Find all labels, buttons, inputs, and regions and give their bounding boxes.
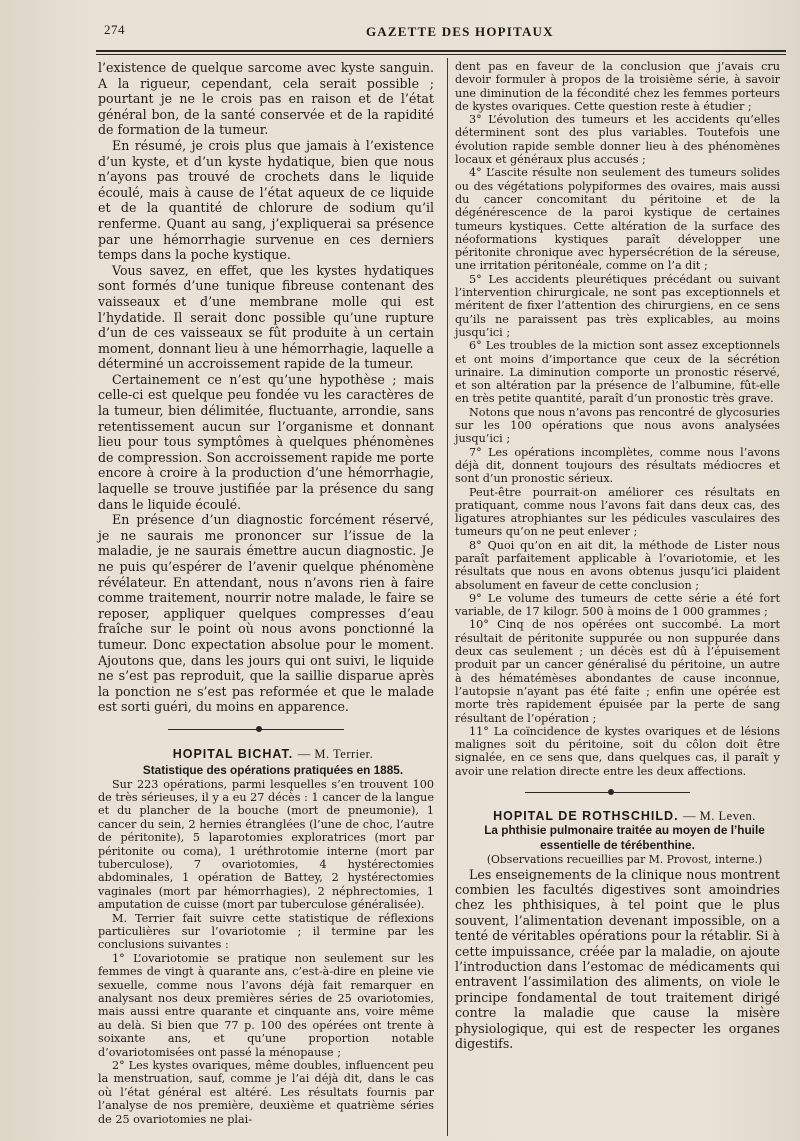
ornament-dot <box>256 726 262 732</box>
section-author: — M. Leven. <box>683 809 756 824</box>
paragraph: 10° Cinq de nos opérées ont succombé. La mort résultait de péritonite suppurée ou non suppurée dans deux cas seulement ; un décès est dû à l’épuisement produit par un cancer généralisé du péritoine, un autre à des hématémèses abondantes de cause inconnue, l’autopsie n’ayant pas été faite ; enfin une opérée est morte très rapidement épuisée par la perte de sang résultant de l’opération ; <box>455 618 780 725</box>
paragraph: 7° Les opérations incomplètes, comme nous l’avons déjà dit, donnent toujours des résultats médiocres et sont d’un pronostic sérieux. <box>455 445 780 486</box>
section-title <box>455 810 780 823</box>
section-subtitle: La phthisie pulmonaire traitée au moyen de l’huile essentielle de térébenthine. <box>484 823 765 853</box>
observation-note: (Observations recueillies par M. Provost, interne.) <box>486 853 763 867</box>
paragraph: 4° L’ascite résulte non seulement des tumeurs solides ou des végétations polypiformes des ovaires, mais aussi du cancer concomitant du péritoine et de la dégénérescence de la paroi kystique de certaines tumeurs kystiques. Cette altération de la surface des néoformations kystiques paraît développer une péritonite chronique avec hypersécrétion de la séreuse, une irritation péritonéale, comme on l’a dit ; <box>455 166 780 273</box>
paragraph: Certainement ce n’est qu’une hypothèse ; mais celle-ci est quelque peu fondée vu les caractères de la tumeur, bien délimitée, fluctuante, arrondie, sans retentissement aucun sur l’organisme et donnant lieu pour tous symptômes à quelques phénomènes de compression. Son accroissement rapide me porte encore à croire à la production d’une hémorrhagie, laquelle se trouve justifiée par la présence du sang dans le liquide écoulé. <box>98 371 434 512</box>
section-subtitle: Statistique des opérations pratiquées en 1885. <box>142 762 404 777</box>
paragraph: 11° La coïncidence de kystes ovariques et de lésions malignes soit du péritoine, soit du côlon doit être signalée, en ce sens que, dans quelques cas, il paraît y avoir une relation directe entre les deux affections. <box>455 724 780 778</box>
paragraph: Peut-être pourrait-on améliorer ces résultats en pratiquant, comme nous l’avons fait dans deux cas, des ligatures atrophiantes sur les pédicules vasculaires des tumeurs qu’on ne peut enlever ; <box>455 485 780 539</box>
paragraph: dent pas en faveur de la conclusion que j’avais cru devoir formuler à propos de la troisième série, à savoir une diminution de la fécondité chez les femmes porteurs de kystes ovariques. Cette question reste à étudier ; <box>455 60 780 113</box>
paragraph: 1° L’ovariotomie se pratique non seulement sur les femmes de vingt à quarante ans, c’est-à-dire en pleine vie sexuelle, comme nous l’avons déjà fait remarquer en analysant nos deux premières séries de 25 ovariotomies, mais aussi entre quarante et cinquante ans, voire même au delà. Si bien que 77 p. 100 des opérées ont trente à soixante ans, et qu’une proportion notable d’ovariotomisées ont passé la ménopause ; <box>98 951 434 1059</box>
ornament-dot <box>608 789 614 795</box>
paragraph: Notons que nous n’avons pas rencontré de glycosuries sur les 100 opérations que nous avons analysées jusqu’ici ; <box>455 405 780 446</box>
paragraph: 2° Les kystes ovariques, même doubles, influencent peu la menstruation, sauf, comme je l’ai déjà dit, dans le cas où l’état général est altéré. Les résultats fournis par l’analyse de nos première, deuxième et quatrième séries de 25 ovariotomies ne plai- <box>98 1059 434 1126</box>
paragraph: Vous savez, en effet, que les kystes hydatiques sont formés d’une tunique fibreuse contenant des vaisseaux et d’une membrane molle qui est l’hydatide. Il serait donc possible qu’une rupture d’un de ces vaisseaux se fût produite à un certain moment, donnant lieu à une hémorrhagie, laquelle a déterminé un accroissement rapide de la tumeur. <box>98 262 434 372</box>
page-header <box>96 20 786 44</box>
paragraph: 6° Les troubles de la miction sont assez exceptionnels et ont moins d’importance que ceux de la sécrétion urinaire. La diminution comporte un pronostic réservé, et son altération par la présence de l’albumine, fût-elle en très petite quantité, paraît d’un pronostic très grave. <box>455 339 780 406</box>
header-rule-thin <box>96 54 786 55</box>
column-divider <box>447 58 448 1136</box>
paragraph: M. Terrier fait suivre cette statistique de réflexions particulières sur l’ovariotomie ; il termine par les conclusions suivantes : <box>98 911 434 952</box>
hospital-name: HOPITAL DE ROTHSCHILD. <box>493 809 679 824</box>
paragraph: 3° L’évolution des tumeurs et les accidents qu’elles déterminent sont des plus variables. Toutefois une évolution rapide semble donner lieu à des phénomènes locaux et généraux plus accusés ; <box>455 113 780 167</box>
paragraph: En résumé, je crois plus que jamais à l’existence d’un kyste, et d’un kyste hydatique, bien que nous n’ayons pas trouvé de crochets dans le liquide écoulé, mais à cause de l’état aqueux de ce liquide et de la quantité de chlorure de sodium qu’il renferme. Quant au sang, j’expliquerai sa présence par une hémorrhagie survenue en ces derniers temps dans la poche kystique. <box>98 137 434 263</box>
section-title <box>98 747 434 763</box>
section-ornament <box>98 723 434 737</box>
hospital-name: HOPITAL BICHAT. <box>172 746 294 761</box>
paragraph: 5° Les accidents pleurétiques précédant ou suivant l’intervention chirurgicale, ne sont pas exceptionnels et méritent de fixer l’attention des chirurgiens, en ce sens qu’ils ne paraissent pas très explicables, au moins jusqu’ici ; <box>455 272 780 339</box>
page-number: 274 <box>104 22 125 37</box>
right-column <box>455 60 780 1052</box>
section-ornament <box>455 786 780 800</box>
paragraph: 9° Le volume des tumeurs de cette série a été fort variable, de 17 kilogr. 500 à moins de 1 000 grammes ; <box>455 591 780 619</box>
section-author: — M. Terrier. <box>297 746 374 761</box>
paragraph: Les enseignements de la clinique nous montrent combien les facultés digestives sont amoindries chez les phthisiques, à tel point que le plus souvent, l’alimentation devenant impossible, on a tenté de véritables opérations pour la rétablir. Si à cette impuissance, créée par la maladie, on ajoute l’introduction dans l’estomac de médicaments qui entravent l’assimilation des aliments, on viole le principe fondamental de tout traitement dirigé contre la maladie que cause la misère physiologique, qui est de respecter les organes digestifs. <box>455 866 780 1052</box>
paragraph: l’existence de quelque sarcome avec kyste sanguin. A la rigueur, cependant, cela serait possible ; pourtant je ne le crois pas en raison et de l’état général bon, de la santé conservée et de la rapidité de formation de la tumeur. <box>98 60 434 138</box>
paragraph: 8° Quoi qu’on en ait dit, la méthode de Lister nous paraît parfaitement applicable à l’ovariotomie, et les résultats que nous en avons obtenus jusqu’ici plaident absolument en faveur de cette conclusion ; <box>455 538 780 592</box>
journal-title: GAZETTE DES HOPITAUX <box>366 24 554 39</box>
paragraph: En présence d’un diagnostic forcément réservé, je ne saurais me prononcer sur l’issue de la maladie, je ne saurais émettre aucun diagnostic. Je ne puis qu’espérer de l’avenir quelque phénomène révélateur. En attendant, nous n’avons rien à faire comme traitement, nourrir notre malade, le faire se reposer, appliquer quelques compresses d’eau fraîche sur le point où nous avons ponctionné la tumeur. Donc expectation absolue pour le moment. Ajoutons que, dans les jours qui ont suivi, le liquide ne s’est pas reproduit, que la saillie disparue après la ponction ne s’est pas reformée et que le malade est sorti guéri, du moins en apparence. <box>98 512 434 715</box>
left-column <box>98 60 434 1126</box>
header-rule <box>96 50 786 52</box>
paragraph: Sur 223 opérations, parmi lesquelles s’en trouvent 100 de très sérieuses, il y a eu 27 décès : 1 cancer de la langue et du plancher de la bouche (mort de pneumonie), 1 cancer du sein, 2 hernies étranglées (l’une de choc, l’autre de péritonite), 5 laparotomies exploratrices (mort par péritonite ou coma), 1 uréthrotomie interne (mort par tuberculose), 7 ovariotomies, 4 hystérectomies abdominales, 1 opération de Battey, 2 hystérectomies vaginales (mort par hémorrhagies), 2 néphrectomies, 1 amputation de cuisse (mort par tuberculose généralisée). <box>98 777 434 912</box>
